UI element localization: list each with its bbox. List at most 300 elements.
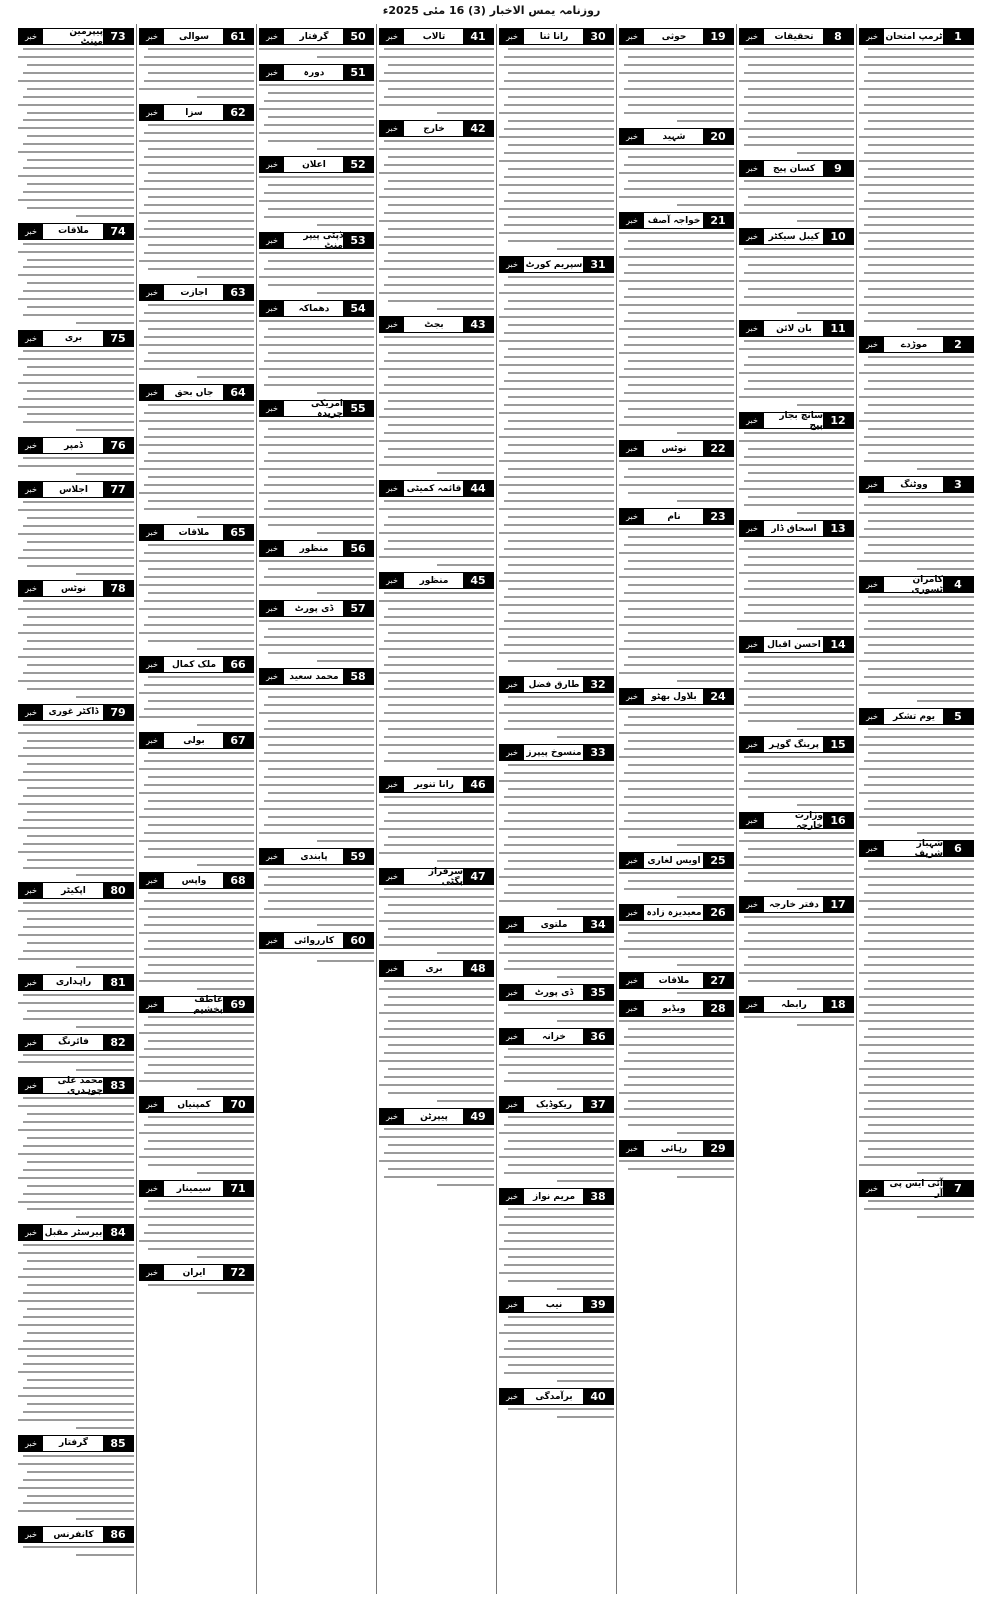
story-title: ملک کمال (165, 657, 223, 672)
story-body-text (619, 460, 734, 502)
story-body-text (499, 1004, 614, 1022)
story-heading (739, 28, 854, 45)
story-title: ڈمپر (44, 438, 103, 453)
story-heading (18, 1224, 134, 1241)
story-number: 36 (583, 1029, 613, 1044)
story-heading (499, 1028, 614, 1045)
story-tag: خبر (140, 285, 165, 300)
story-number: 29 (703, 1141, 733, 1156)
story-tag: خبر (620, 689, 645, 704)
story-title: ریکوڈیک (525, 1097, 583, 1112)
story-body-text (139, 1200, 254, 1258)
story-heading (499, 256, 614, 273)
story-tag: خبر (620, 973, 645, 988)
story-title: گرفتار (44, 1436, 103, 1451)
story-body-text (379, 888, 494, 954)
story-title: حوثی (645, 29, 703, 44)
story-title: کانفرنس (44, 1527, 103, 1542)
story-heading (139, 1264, 254, 1281)
story-tag: خبر (260, 65, 285, 80)
story-tag: خبر (860, 709, 885, 724)
story-body-text (739, 756, 854, 806)
story-number: 4 (943, 577, 973, 592)
story-body-text (859, 496, 974, 570)
story-number: 55 (343, 401, 373, 416)
story-title: ملاقات (165, 525, 223, 540)
story-tag: خبر (500, 677, 525, 692)
story-number: 49 (463, 1109, 493, 1124)
story-tag: خبر (500, 1029, 525, 1044)
story-title: مریم نواز (525, 1189, 583, 1204)
story-body-text (619, 1160, 734, 1178)
story-tag: خبر (380, 481, 405, 496)
story-title: بیرسٹر مقبل (44, 1225, 103, 1240)
story-tag: خبر (140, 873, 165, 888)
story-number: 45 (463, 573, 493, 588)
story-body-text (619, 1020, 734, 1134)
story-body-text (739, 248, 854, 314)
story-number: 25 (703, 853, 733, 868)
story-title: موڑدے (885, 337, 943, 352)
story-title: سیمینار (165, 1181, 223, 1196)
story-tag: خبر (19, 1527, 44, 1542)
story-title: شہید (645, 129, 703, 144)
story-number: 33 (583, 745, 613, 760)
story-heading (379, 776, 494, 793)
story-body-text (619, 232, 734, 434)
story-number: 38 (583, 1189, 613, 1204)
story-body-text (739, 832, 854, 890)
story-heading (18, 1077, 134, 1094)
story-number: 51 (343, 65, 373, 80)
story-tag: خبر (860, 577, 885, 592)
story-tag: خبر (740, 521, 765, 536)
story-heading (139, 524, 254, 541)
story-number: 84 (103, 1225, 133, 1240)
story-number: 20 (703, 129, 733, 144)
story-title: ملاقات (44, 224, 103, 239)
story-body-text (739, 180, 854, 222)
story-heading (18, 330, 134, 347)
story-title: نیب (525, 1297, 583, 1312)
story-title: ٹرمپ امتحان (885, 29, 943, 44)
story-tag: خبر (500, 985, 525, 1000)
story-title: معیدیزہ زادہ (645, 905, 703, 920)
story-heading (499, 676, 614, 693)
story-number: 5 (943, 709, 973, 724)
story-heading (499, 1188, 614, 1205)
story-number: 60 (343, 933, 373, 948)
story-heading (18, 437, 134, 454)
story-heading (619, 688, 734, 705)
story-number: 53 (343, 233, 373, 248)
story-tag: خبر (260, 401, 285, 416)
story-heading (859, 576, 974, 593)
story-tag: خبر (380, 29, 405, 44)
story-body-text (499, 1408, 614, 1418)
story-heading (139, 732, 254, 749)
story-title: احسن اقبال (765, 637, 823, 652)
story-body-text (259, 176, 374, 226)
story-tag: خبر (620, 1001, 645, 1016)
story-heading (139, 1180, 254, 1197)
story-number: 22 (703, 441, 733, 456)
story-heading (619, 852, 734, 869)
story-heading (859, 336, 974, 353)
story-body-text (259, 420, 374, 534)
story-number: 48 (463, 961, 493, 976)
story-number: 1 (943, 29, 973, 44)
story-heading (499, 984, 614, 1001)
story-tag: خبر (260, 933, 285, 948)
story-heading (499, 744, 614, 761)
story-body-text (139, 304, 254, 378)
story-body-text (379, 592, 494, 770)
story-heading (379, 480, 494, 497)
story-tag: خبر (860, 337, 885, 352)
story-heading (379, 572, 494, 589)
story-body-text (259, 48, 374, 58)
story-number: 86 (103, 1527, 133, 1542)
story-body-text (18, 1546, 134, 1556)
story-heading (379, 960, 494, 977)
story-number: 58 (343, 669, 373, 684)
story-title: بان لائن (765, 321, 823, 336)
story-heading (619, 440, 734, 457)
story-tag: خبر (140, 525, 165, 540)
story-number: 6 (943, 841, 973, 856)
story-heading (139, 656, 254, 673)
story-number: 69 (223, 997, 253, 1012)
story-tag: خبر (140, 657, 165, 672)
story-heading (139, 28, 254, 45)
story-number: 8 (823, 29, 853, 44)
story-number: 47 (463, 869, 493, 884)
story-number: 13 (823, 521, 853, 536)
story-body-text (259, 560, 374, 594)
story-heading (259, 600, 374, 617)
story-tag: خبر (19, 29, 44, 44)
story-heading (859, 1180, 974, 1197)
story-number: 7 (943, 1181, 973, 1196)
story-heading (739, 520, 854, 537)
story-tag: خبر (260, 601, 285, 616)
story-number: 50 (343, 29, 373, 44)
story-tag: خبر (500, 1297, 525, 1312)
story-heading (739, 636, 854, 653)
story-title: نوٹس (44, 581, 103, 596)
story-tag: خبر (19, 975, 44, 990)
story-heading (499, 1388, 614, 1405)
story-title: رانا ثنا (525, 29, 583, 44)
story-body-text (139, 544, 254, 650)
story-body-text (619, 148, 734, 206)
story-number: 85 (103, 1436, 133, 1451)
story-body-text (499, 1208, 614, 1290)
story-heading (499, 1296, 614, 1313)
story-heading (18, 481, 134, 498)
story-tag: خبر (19, 482, 44, 497)
story-heading (18, 974, 134, 991)
story-tag: خبر (380, 777, 405, 792)
story-heading (18, 28, 134, 45)
story-body-text (139, 48, 254, 98)
story-number: 35 (583, 985, 613, 1000)
news-column (616, 24, 736, 1594)
story-title: منظور (285, 541, 343, 556)
news-column (856, 24, 976, 1594)
news-column (136, 24, 256, 1594)
story-number: 70 (223, 1097, 253, 1112)
story-number: 81 (103, 975, 133, 990)
story-heading (259, 668, 374, 685)
story-title: منظور (405, 573, 463, 588)
story-title: راہداری (44, 975, 103, 990)
story-number: 66 (223, 657, 253, 672)
story-heading (139, 284, 254, 301)
story-tag: خبر (140, 1181, 165, 1196)
story-number: 19 (703, 29, 733, 44)
story-tag: خبر (140, 385, 165, 400)
story-title: گرفتار (285, 29, 343, 44)
story-body-text (139, 892, 254, 990)
story-heading (739, 160, 854, 177)
story-heading (139, 384, 254, 401)
story-number: 52 (343, 157, 373, 172)
story-title: اجازت (165, 285, 223, 300)
story-title: بلاول بھٹو (645, 689, 703, 704)
story-title: بری (44, 331, 103, 346)
story-number: 82 (103, 1035, 133, 1050)
story-tag: خبر (19, 883, 44, 898)
story-tag: خبر (260, 157, 285, 172)
story-number: 23 (703, 509, 733, 524)
story-title: کارروائی (285, 933, 343, 948)
story-title: کمپنیاں (165, 1097, 223, 1112)
story-body-text (18, 350, 134, 431)
story-title: واپس (165, 873, 223, 888)
story-title: رانا تنویر (405, 777, 463, 792)
story-number: 83 (103, 1078, 133, 1093)
story-heading (619, 28, 734, 45)
story-number: 77 (103, 482, 133, 497)
story-title: وزارت خارجہ (765, 813, 823, 828)
story-number: 9 (823, 161, 853, 176)
story-heading (379, 316, 494, 333)
story-tag: خبر (140, 105, 165, 120)
story-heading (859, 476, 974, 493)
story-tag: خبر (860, 841, 885, 856)
story-body-text (259, 620, 374, 662)
story-heading (619, 1000, 734, 1017)
story-body-text (139, 752, 254, 866)
story-body-text (379, 980, 494, 1102)
story-number: 80 (103, 883, 133, 898)
story-number: 34 (583, 917, 613, 932)
story-tag: خبر (860, 29, 885, 44)
story-body-text (259, 952, 374, 962)
story-body-text (619, 48, 734, 122)
story-tag: خبر (740, 637, 765, 652)
story-title: اپکیٹر (44, 883, 103, 898)
story-heading (259, 64, 374, 81)
story-title: سانچ بجار پیج (765, 413, 823, 428)
story-body-text (18, 994, 134, 1028)
story-tag: خبر (500, 257, 525, 272)
story-title: ڈی پورٹ (525, 985, 583, 1000)
story-body-text (739, 340, 854, 406)
story-heading (259, 540, 374, 557)
story-body-text (859, 860, 974, 1174)
story-heading (139, 104, 254, 121)
story-title: ڈاکٹر غوری (44, 705, 103, 720)
story-number: 71 (223, 1181, 253, 1196)
story-body-text (859, 596, 974, 702)
story-tag: خبر (740, 413, 765, 428)
story-heading (259, 932, 374, 949)
story-title: اسحاق ڈار (765, 521, 823, 536)
story-title: خارج (405, 121, 463, 136)
story-heading (859, 840, 974, 857)
story-title: شہباز شریف (885, 841, 943, 856)
story-title: طارق فضل (525, 677, 583, 692)
story-heading (18, 882, 134, 899)
story-number: 65 (223, 525, 253, 540)
story-body-text (499, 764, 614, 910)
story-number: 24 (703, 689, 733, 704)
story-title: محمد سعید (285, 669, 343, 684)
story-number: 14 (823, 637, 853, 652)
story-title: تالاب (405, 29, 463, 44)
story-body-text (139, 1116, 254, 1174)
story-number: 76 (103, 438, 133, 453)
story-body-text (739, 432, 854, 514)
story-tag: خبر (500, 1189, 525, 1204)
story-heading (259, 156, 374, 173)
story-title: ڈپٹی پیپر منٹ (285, 233, 343, 248)
story-number: 74 (103, 224, 133, 239)
story-body-text (259, 688, 374, 842)
story-tag: خبر (740, 229, 765, 244)
story-tag: خبر (620, 29, 645, 44)
story-heading (139, 1096, 254, 1113)
story-title: دورہ (285, 65, 343, 80)
story-number: 15 (823, 737, 853, 752)
story-body-text (499, 1116, 614, 1182)
story-body-text (18, 724, 134, 877)
story-tag: خبر (260, 233, 285, 248)
story-body-text (379, 140, 494, 310)
story-number: 73 (103, 29, 133, 44)
story-title: رابطہ (765, 997, 823, 1012)
story-heading (18, 1034, 134, 1051)
story-heading (499, 28, 614, 45)
story-title: بجٹ (405, 317, 463, 332)
story-number: 59 (343, 849, 373, 864)
story-number: 67 (223, 733, 253, 748)
story-title: کیبل سیکٹر (765, 229, 823, 244)
story-title: امریکی جریدہ (285, 401, 343, 416)
story-body-text (18, 243, 134, 324)
story-body-text (18, 1455, 134, 1521)
story-tag: خبر (500, 29, 525, 44)
story-tag: خبر (500, 745, 525, 760)
story-number: 61 (223, 29, 253, 44)
story-body-text (18, 1054, 134, 1072)
story-heading (619, 508, 734, 525)
story-tag: خبر (380, 869, 405, 884)
story-heading (739, 228, 854, 245)
story-tag: خبر (260, 29, 285, 44)
story-body-text (499, 48, 614, 250)
story-body-text (379, 48, 494, 114)
story-title: اویس لغاری (645, 853, 703, 868)
story-tag: خبر (740, 29, 765, 44)
story-tag: خبر (620, 129, 645, 144)
story-heading (619, 904, 734, 921)
story-tag: خبر (860, 1181, 885, 1196)
story-tag: خبر (740, 737, 765, 752)
newspaper-page (14, 24, 976, 1594)
story-title: خواجہ آصف (645, 213, 703, 228)
news-column (376, 24, 496, 1594)
story-body-text (18, 501, 134, 574)
story-title: ووٹنگ (885, 477, 943, 492)
story-title: جاں بحق (165, 385, 223, 400)
story-tag: خبر (19, 705, 44, 720)
story-heading (619, 212, 734, 229)
story-title: رہائی (645, 1141, 703, 1156)
story-body-text (859, 728, 974, 834)
story-number: 11 (823, 321, 853, 336)
story-heading (379, 1108, 494, 1125)
story-number: 37 (583, 1097, 613, 1112)
story-tag: خبر (19, 438, 44, 453)
story-heading (18, 580, 134, 597)
story-tag: خبر (260, 301, 285, 316)
story-tag: خبر (140, 29, 165, 44)
story-number: 32 (583, 677, 613, 692)
story-body-text (859, 1200, 974, 1218)
story-body-text (139, 124, 254, 278)
story-heading (139, 996, 254, 1013)
story-body-text (259, 868, 374, 926)
story-title: محمد علی چوہدری (44, 1078, 103, 1093)
story-number: 62 (223, 105, 253, 120)
story-number: 78 (103, 581, 133, 596)
story-body-text (739, 48, 854, 154)
story-tag: خبر (500, 917, 525, 932)
story-tag: خبر (740, 813, 765, 828)
story-body-text (259, 320, 374, 394)
story-number: 26 (703, 905, 733, 920)
story-body-text (619, 872, 734, 898)
story-body-text (739, 540, 854, 630)
story-number: 27 (703, 973, 733, 988)
story-heading (739, 320, 854, 337)
story-tag: خبر (620, 853, 645, 868)
story-heading (739, 412, 854, 429)
story-tag: خبر (140, 1097, 165, 1112)
story-number: 18 (823, 997, 853, 1012)
story-title: دفتر خارجہ (765, 897, 823, 912)
story-number: 75 (103, 331, 133, 346)
story-number: 12 (823, 413, 853, 428)
story-title: فائرنگ (44, 1035, 103, 1050)
story-title: یوم تشکر (885, 709, 943, 724)
story-title: بولی (165, 733, 223, 748)
story-body-text (739, 656, 854, 730)
